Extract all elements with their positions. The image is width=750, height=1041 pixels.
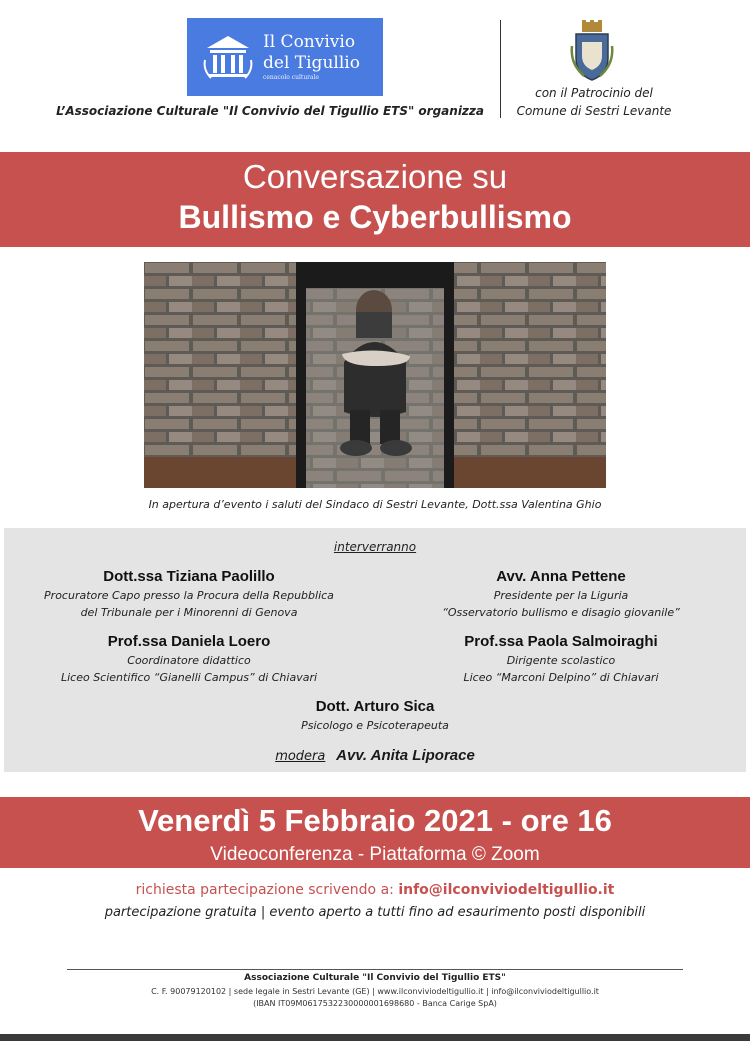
speaker-name: Prof.ssa Daniela Loero: [107, 633, 271, 650]
date-banner: [0, 797, 750, 868]
bottom-bar: [0, 1034, 750, 1041]
speaker-name: Dott.ssa Tiziana Paolillo: [103, 568, 275, 585]
event-photo-illustration: [144, 262, 606, 488]
logo-title-line1: Il Convivio: [263, 32, 356, 52]
speaker-card: [190, 697, 560, 734]
speaker-name: Prof.ssa Paola Salmoiraghi: [464, 633, 658, 650]
speakers-intro: interverranno: [333, 540, 417, 554]
footer-divider: [67, 969, 683, 970]
event-platform: Videoconferenza - Piattaforma © Zoom: [210, 844, 540, 865]
logo-title-line2: del Tigullio: [263, 53, 360, 73]
municipal-crest-icon: [570, 20, 614, 82]
photo-caption: In apertura d’evento i saluti del Sindaco di Sestri Levante, Dott.ssa Valentina Ghio: [148, 498, 602, 511]
registration-prefix: richiesta partecipazione scrivendo a:: [135, 882, 394, 898]
organizer-line: L’Associazione Culturale "Il Convivio del Tigullio ETS" organizza: [56, 104, 484, 118]
speaker-name: Avv. Anna Pettene: [496, 568, 626, 585]
footer-contacts: C. F. 90079120102 | sede legale in Sestri Levante (GE) | www.ilconviviodeltigullio.it | info@ilconviviodeltigullio.it: [151, 987, 599, 996]
title-line1: Conversazione su: [242, 158, 508, 195]
temple-icon: [201, 30, 255, 84]
patronage-line2: Comune di Sestri Levante: [516, 104, 672, 118]
association-logo: [187, 18, 383, 96]
moderator-label: modera: [275, 749, 326, 764]
speaker-role: Liceo Scientifico “Gianelli Campus” di Chiavari: [60, 671, 318, 684]
speaker-card: [376, 567, 746, 621]
speaker-card: [4, 567, 374, 621]
speaker-role: Procuratore Capo presso la Procura della Repubblica: [44, 589, 334, 602]
title-banner: [0, 152, 750, 247]
speaker-role: Liceo “Marconi Delpino” di Chiavari: [463, 671, 659, 684]
patronage-text: [505, 84, 683, 120]
registration-email-link[interactable]: info@ilconviviodeltigullio.it: [398, 882, 615, 898]
speaker-role: “Osservatorio bullismo e disagio giovanile”: [442, 606, 680, 619]
event-date: Venerdì 5 Febbraio 2021 - ore 16: [138, 803, 612, 838]
header-divider: [500, 20, 501, 118]
logo-subtitle: cenacolo culturale: [263, 74, 320, 81]
title-line2: Bullismo e Cyberbullismo: [178, 199, 572, 235]
footer-association: Associazione Culturale "Il Convivio del Tigullio ETS": [244, 973, 506, 983]
speaker-name: Dott. Arturo Sica: [315, 698, 435, 715]
speaker-role: Presidente per la Liguria: [493, 589, 629, 602]
registration-note: partecipazione gratuita | evento aperto a tutti fino ad esaurimento posti disponibili: [104, 905, 646, 920]
speaker-role: Coordinatore didattico: [127, 654, 251, 667]
moderator-line: [4, 746, 746, 764]
speakers-panel: [4, 528, 746, 772]
speaker-card: [4, 632, 374, 686]
patronage-line1: con il Patrocinio del: [535, 86, 653, 100]
moderator-name: Avv. Anita Liporace: [336, 747, 475, 764]
registration-request: [0, 882, 750, 898]
event-photo: [144, 262, 606, 488]
footer-iban: (IBAN IT09M0617532230000001698680 - Banca Carige SpA): [253, 999, 497, 1008]
speaker-role: Dirigente scolastico: [506, 654, 616, 667]
speaker-card: [376, 632, 746, 686]
speaker-role: Psicologo e Psicoterapeuta: [301, 719, 449, 732]
speaker-role: del Tribunale per i Minorenni di Genova: [80, 606, 298, 619]
